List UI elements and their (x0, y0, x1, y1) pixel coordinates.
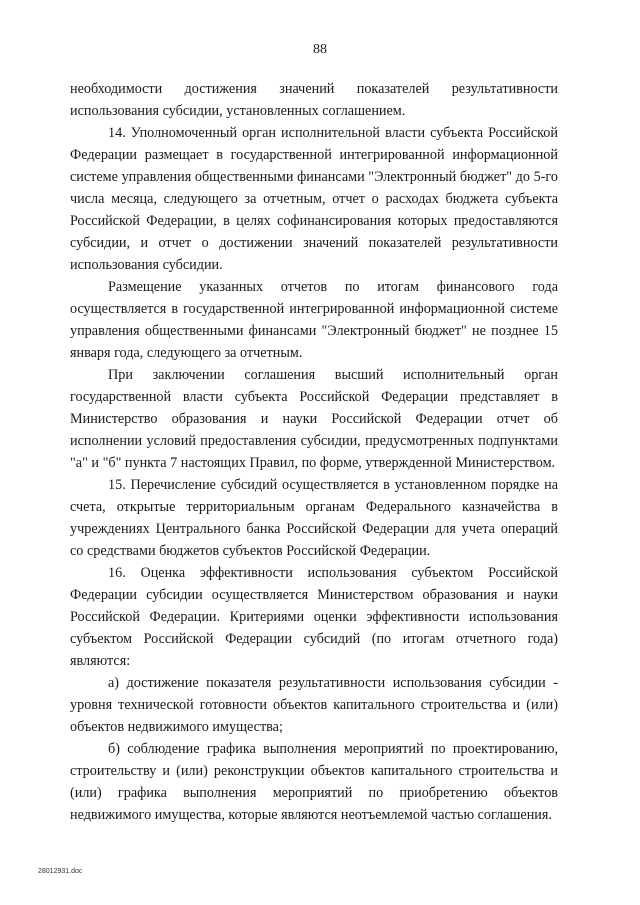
paragraph-report-placement: Размещение указанных отчетов по итогам финансового года осуществляется в государственной интегрированной информационной системе управления общественными финансами "Электронный бюджет" не позднее 15 января года, следующего за отчетным. (70, 279, 558, 361)
paragraph-item-15: 15. Перечисление субсидий осуществляется в установленном порядке на счета, открытые территориальным органам Федерального казначейства в учреждениях Центрального банка Российской Федерации для учета операций со средствами бюджетов субъектов Российской Федерации. (70, 477, 558, 559)
paragraph-continuation: необходимости достижения значений показателей результативности использования субсидии, установленных соглашением. (70, 81, 558, 119)
page-number: 88 (313, 42, 327, 57)
paragraph-item-14: 14. Уполномоченный орган исполнительной власти субъекта Российской Федерации размещает в государственной интегрированной информационной системе управления общественными финансами "Электронный бюджет" до 5-го числа месяца, следующего за отчетным, отчет о расходах бюджета субъекта Российской Федерации, в целях софинансирования которых предоставляются субсидии, и отчет о достижении значений показателей результативности использования субсидии. (70, 125, 558, 273)
paragraph-agreement-report: При заключении соглашения высший исполнительный орган государственной власти субъекта Российской Федерации представляет в Министерство образования и науки Российской Федерации отчет об исполнении условий предоставления субсидии, предусмотренных подпунктами "а" и "б" пункта 7 настоящих Правил, по форме, утвержденной Министерством. (70, 367, 558, 471)
file-name-footer: 28012931.doc (38, 868, 83, 875)
document-body (70, 78, 558, 826)
paragraph-criterion-b: б) соблюдение графика выполнения мероприятий по проектированию, строительству и (или) реконструкции объектов капитального строительства и (или) графика выполнения мероприятий по приобретению объектов недвижимого имущества, которые являются неотъемлемой частью соглашения. (70, 741, 558, 823)
paragraph-criterion-a: а) достижение показателя результативности использования субсидии - уровня технической готовности объектов капитального строительства и (или) объектов недвижимого имущества; (70, 675, 558, 735)
paragraph-item-16: 16. Оценка эффективности использования субъектом Российской Федерации субсидии осуществляется Министерством образования и науки Российской Федерации. Критериями оценки эффективности использования субъектом Российской Федерации субсидий (по итогам отчетного года) являются: (70, 565, 558, 669)
